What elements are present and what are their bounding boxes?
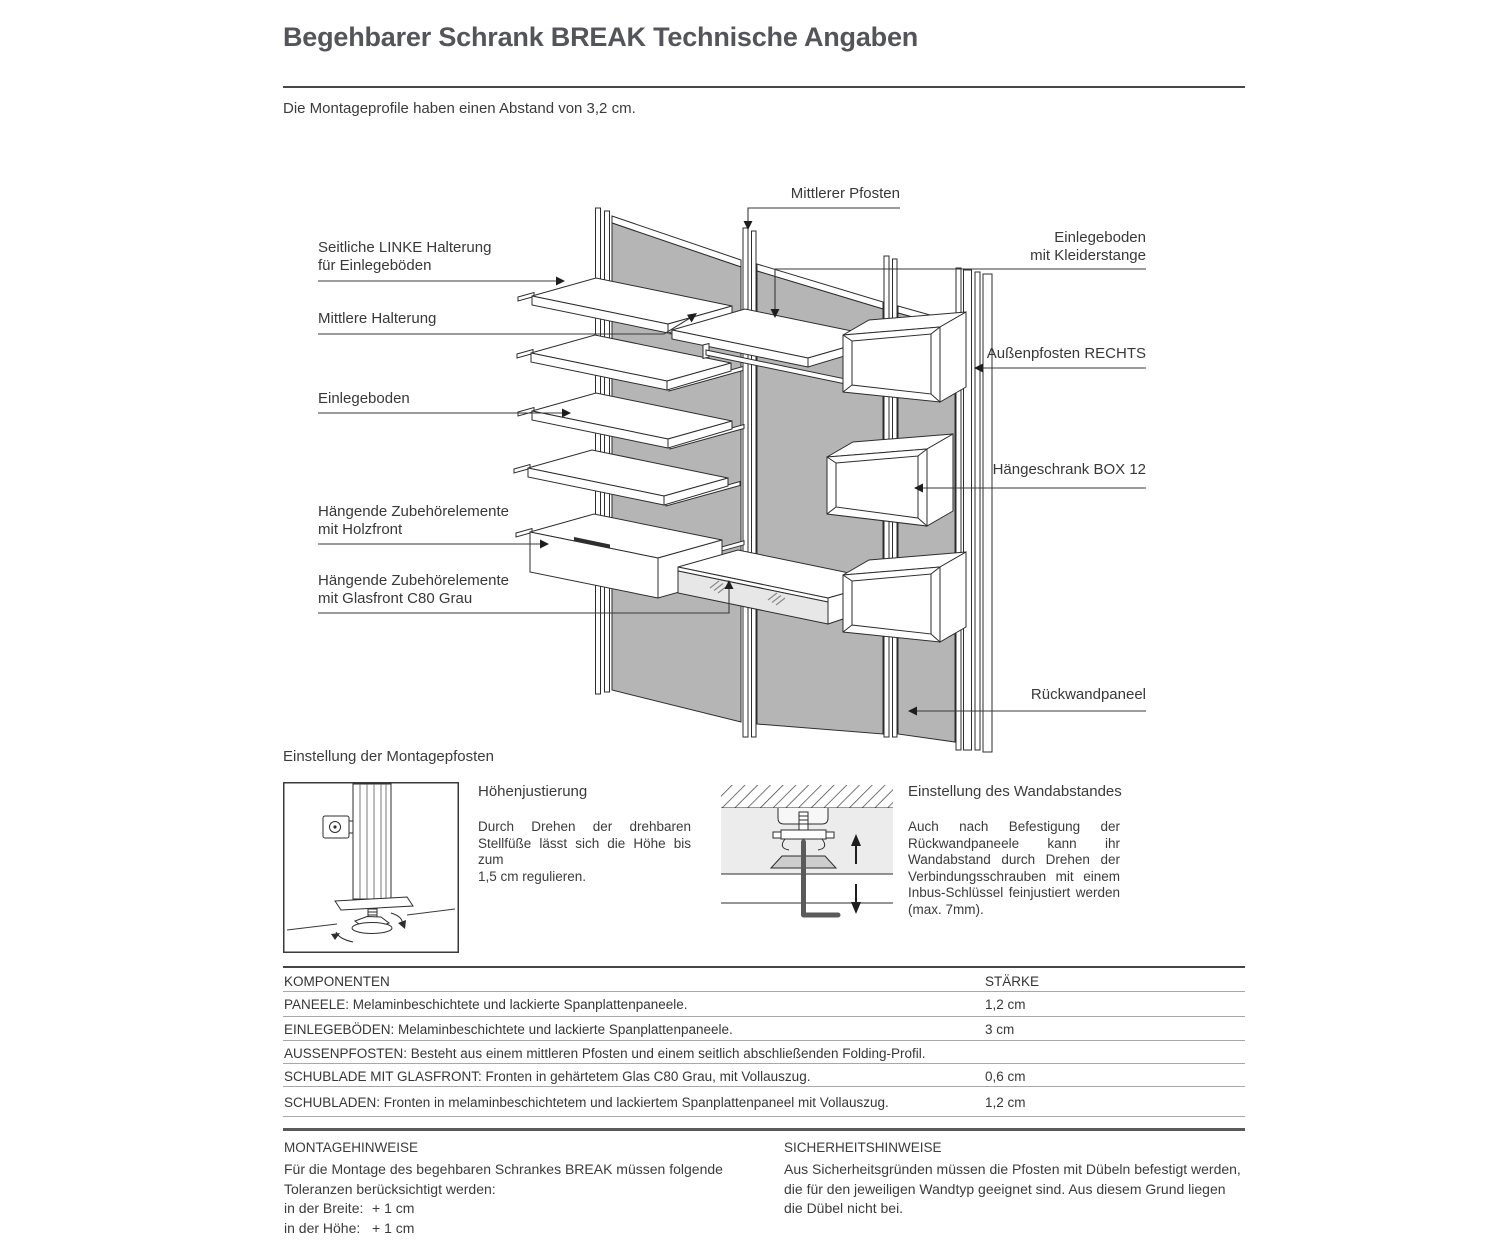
table-separator <box>283 1116 1245 1117</box>
label-einlegeboden: Einlegeboden <box>318 390 410 407</box>
table-row-thickness: 1,2 cm <box>985 1095 1026 1110</box>
table-row-component: SCHUBLADE MIT GLASFRONT: Fronten in gehärtetem Glas C80 Grau, mit Vollauszug. <box>284 1069 811 1084</box>
table-separator <box>283 991 1245 992</box>
wall-distance-illustration <box>720 784 894 953</box>
montage-text-line: Toleranzen berücksichtigt werden: <box>284 1180 496 1197</box>
tolerance-row: in der Breite: + 1 cm <box>284 1200 415 1216</box>
hanging-box-12 <box>827 434 953 526</box>
table-row-thickness: 1,2 cm <box>985 997 1026 1012</box>
adjustment-section-heading: Einstellung der Montagepfosten <box>283 748 494 765</box>
callout-holzfront <box>318 540 549 549</box>
wall-distance-title: Einstellung des Wandabstandes <box>908 783 1122 800</box>
table-header-komponenten: KOMPONENTEN <box>284 974 390 989</box>
table-top-border <box>283 966 1245 968</box>
sicherheit-text-line: die für den jeweiligen Wandtyp geeignet sind. Aus diesem Grund liegen <box>784 1180 1226 1197</box>
table-header-staerke: STÄRKE <box>985 974 1040 989</box>
sicherheit-text-line: Aus Sicherheitsgründen müssen die Pfosten mit Dübeln befestigt werden, <box>784 1161 1241 1177</box>
hanging-box-bottom <box>843 552 966 642</box>
table-separator <box>283 1063 1245 1064</box>
section-divider <box>283 1128 1245 1131</box>
sicherheit-text-line: die Dübel nicht bei. <box>784 1200 904 1216</box>
table-separator <box>283 1016 1245 1017</box>
header-divider <box>283 86 1245 88</box>
label-haengeschrank-box12: Hängeschrank BOX 12 <box>992 461 1146 478</box>
callout-seitliche-halterung <box>318 277 565 286</box>
height-adjustment-text: Durch Drehen der drehbaren Stellfüße lässt sich die Höhe bis zum 1,5 cm regulieren. <box>478 819 691 884</box>
wall-bracket <box>323 816 353 838</box>
wall-distance-text: Auch nach Befestigung der Rückwandpaneele kann ihr Wandabstand durch Drehen der Verbindungsschrauben mit einem Inbus-Schlüssel feinjustiert werden (max. 7mm). <box>908 819 1120 917</box>
label-mittlere-halterung: Mittlere Halterung <box>318 310 437 327</box>
callout-mittlerer-pfosten <box>744 208 901 230</box>
table-row-component: SCHUBLADEN: Fronten in melaminbeschichtetem und lackiertem Spanplattenpaneel mit Vollauszug. <box>284 1095 889 1110</box>
label-glasfront: Hängende Zubehörelemente mit Glasfront C80 Grau <box>318 572 509 607</box>
height-adjustment-illustration <box>283 782 459 953</box>
table-row-thickness: 0,6 cm <box>985 1069 1026 1084</box>
tolerance-row: in der Höhe: + 1 cm <box>284 1219 415 1236</box>
label-rueckwandpaneel: Rückwandpaneel <box>1030 686 1146 703</box>
label-holzfront: Hängende Zubehörelemente mit Holzfront <box>318 503 509 538</box>
sicherheitshinweise-heading: SICHERHEITSHINWEISE <box>784 1140 942 1155</box>
table-row-thickness: 3 cm <box>985 1022 1015 1037</box>
table-separator <box>283 1040 1245 1041</box>
down-arrow <box>851 884 861 914</box>
montagehinweise-heading: MONTAGEHINWEISE <box>284 1140 419 1155</box>
label-seitliche-halterung: Seitliche LINKE Halterung für Einlegeböden <box>318 239 492 274</box>
table-separator <box>283 1086 1245 1087</box>
height-adjustment-title: Höhenjustierung <box>478 783 588 800</box>
table-row-component: EINLEGEBÖDEN: Melaminbeschichtete und lackierte Spanplattenpaneele. <box>284 1022 733 1037</box>
table-row-component: AUSSENPFOSTEN: Besteht aus einem mittleren Pfosten und einem seitlich abschließenden Folding-Profil. <box>284 1046 926 1061</box>
label-mittlerer-pfosten: Mittlerer Pfosten <box>790 185 900 202</box>
label-aussenpfosten: Außenpfosten RECHTS <box>986 345 1146 362</box>
page-title: Begehbarer Schrank BREAK Technische Angaben <box>283 22 919 52</box>
table-row-component: PANEELE: Melaminbeschichtete und lackierte Spanplattenpaneele. <box>284 997 688 1012</box>
callout-aussenpfosten <box>974 364 1146 373</box>
mounting-post <box>353 784 391 899</box>
post-middle <box>743 228 756 737</box>
label-kleiderstange: Einlegeboden mit Kleiderstange <box>1030 229 1146 264</box>
montage-text-line: Für die Montage des begehbaren Schrankes BREAK müssen folgende <box>284 1161 723 1177</box>
page-subtitle: Die Montageprofile haben einen Abstand von 3,2 cm. <box>283 100 636 117</box>
